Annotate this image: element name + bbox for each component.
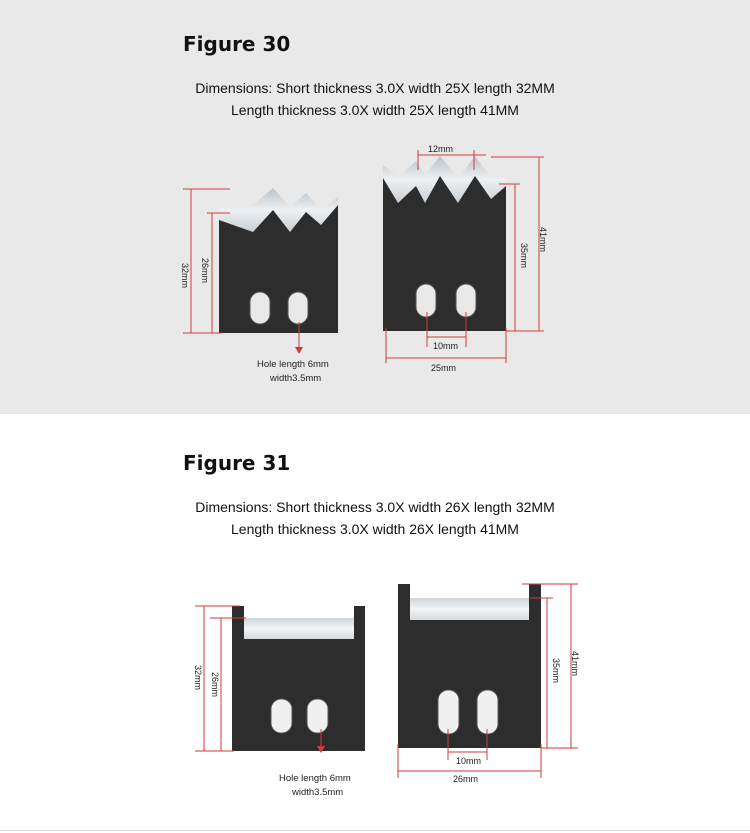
short-blade-31 (232, 606, 365, 751)
long-blade-hole-left (416, 284, 436, 317)
hole-note-line2-30: width3.5mm (270, 373, 322, 384)
short-blade-31-hole-right (307, 699, 328, 733)
figure-31-panel (0, 414, 750, 833)
long-blade-31-hole-right (477, 690, 498, 734)
long-blade-31-hole-left (438, 690, 459, 734)
hole-note-line2-31: width3.5mm (292, 787, 344, 798)
short-length-label-30: 32mm (180, 263, 190, 289)
hole-spacing-label-30: 10mm (433, 341, 459, 351)
figure-30-dims-line2: Length thickness 3.0X width 25X length 41MM (231, 102, 519, 118)
long-height-label-30: 35mm (519, 243, 529, 269)
figure-30-panel (0, 0, 750, 414)
figure-30-drawing (0, 0, 750, 414)
short-height-label-31: 26mm (210, 672, 220, 698)
short-blade-30 (219, 188, 338, 333)
figure-31-title: Figure 31 (183, 451, 291, 475)
width-label-30: 25mm (431, 363, 457, 373)
bottom-divider (0, 830, 750, 831)
short-length-label-31: 32mm (193, 665, 203, 691)
long-length-label-30: 41mm (538, 227, 548, 253)
figure-30-title: Figure 30 (183, 32, 291, 56)
hole-spacing-label-31: 10mm (456, 756, 482, 766)
long-length-label-31: 41mm (570, 651, 580, 677)
tooth-pitch-label-30: 12mm (428, 144, 454, 154)
short-blade-31-hole-left (271, 699, 292, 733)
hole-note-line1-31: Hole length 6mm (279, 773, 351, 784)
width-label-31: 26mm (453, 774, 479, 784)
short-blade-hole-right (288, 292, 308, 324)
figure-31-dims-line2: Length thickness 3.0X width 26X length 41MM (231, 521, 519, 537)
long-height-label-31: 35mm (551, 658, 561, 684)
figure-30-dims-line1: Dimensions: Short thickness 3.0X width 25X length 32MM (195, 80, 555, 96)
long-blade-30 (383, 156, 506, 331)
short-height-label-30: 26mm (200, 258, 210, 284)
figure-31-dims-line1: Dimensions: Short thickness 3.0X width 26X length 32MM (195, 499, 555, 515)
long-blade-31 (398, 584, 541, 748)
hole-note-line1-30: Hole length 6mm (257, 359, 329, 370)
figure-31-drawing (0, 414, 750, 833)
short-blade-hole-left (250, 292, 270, 324)
